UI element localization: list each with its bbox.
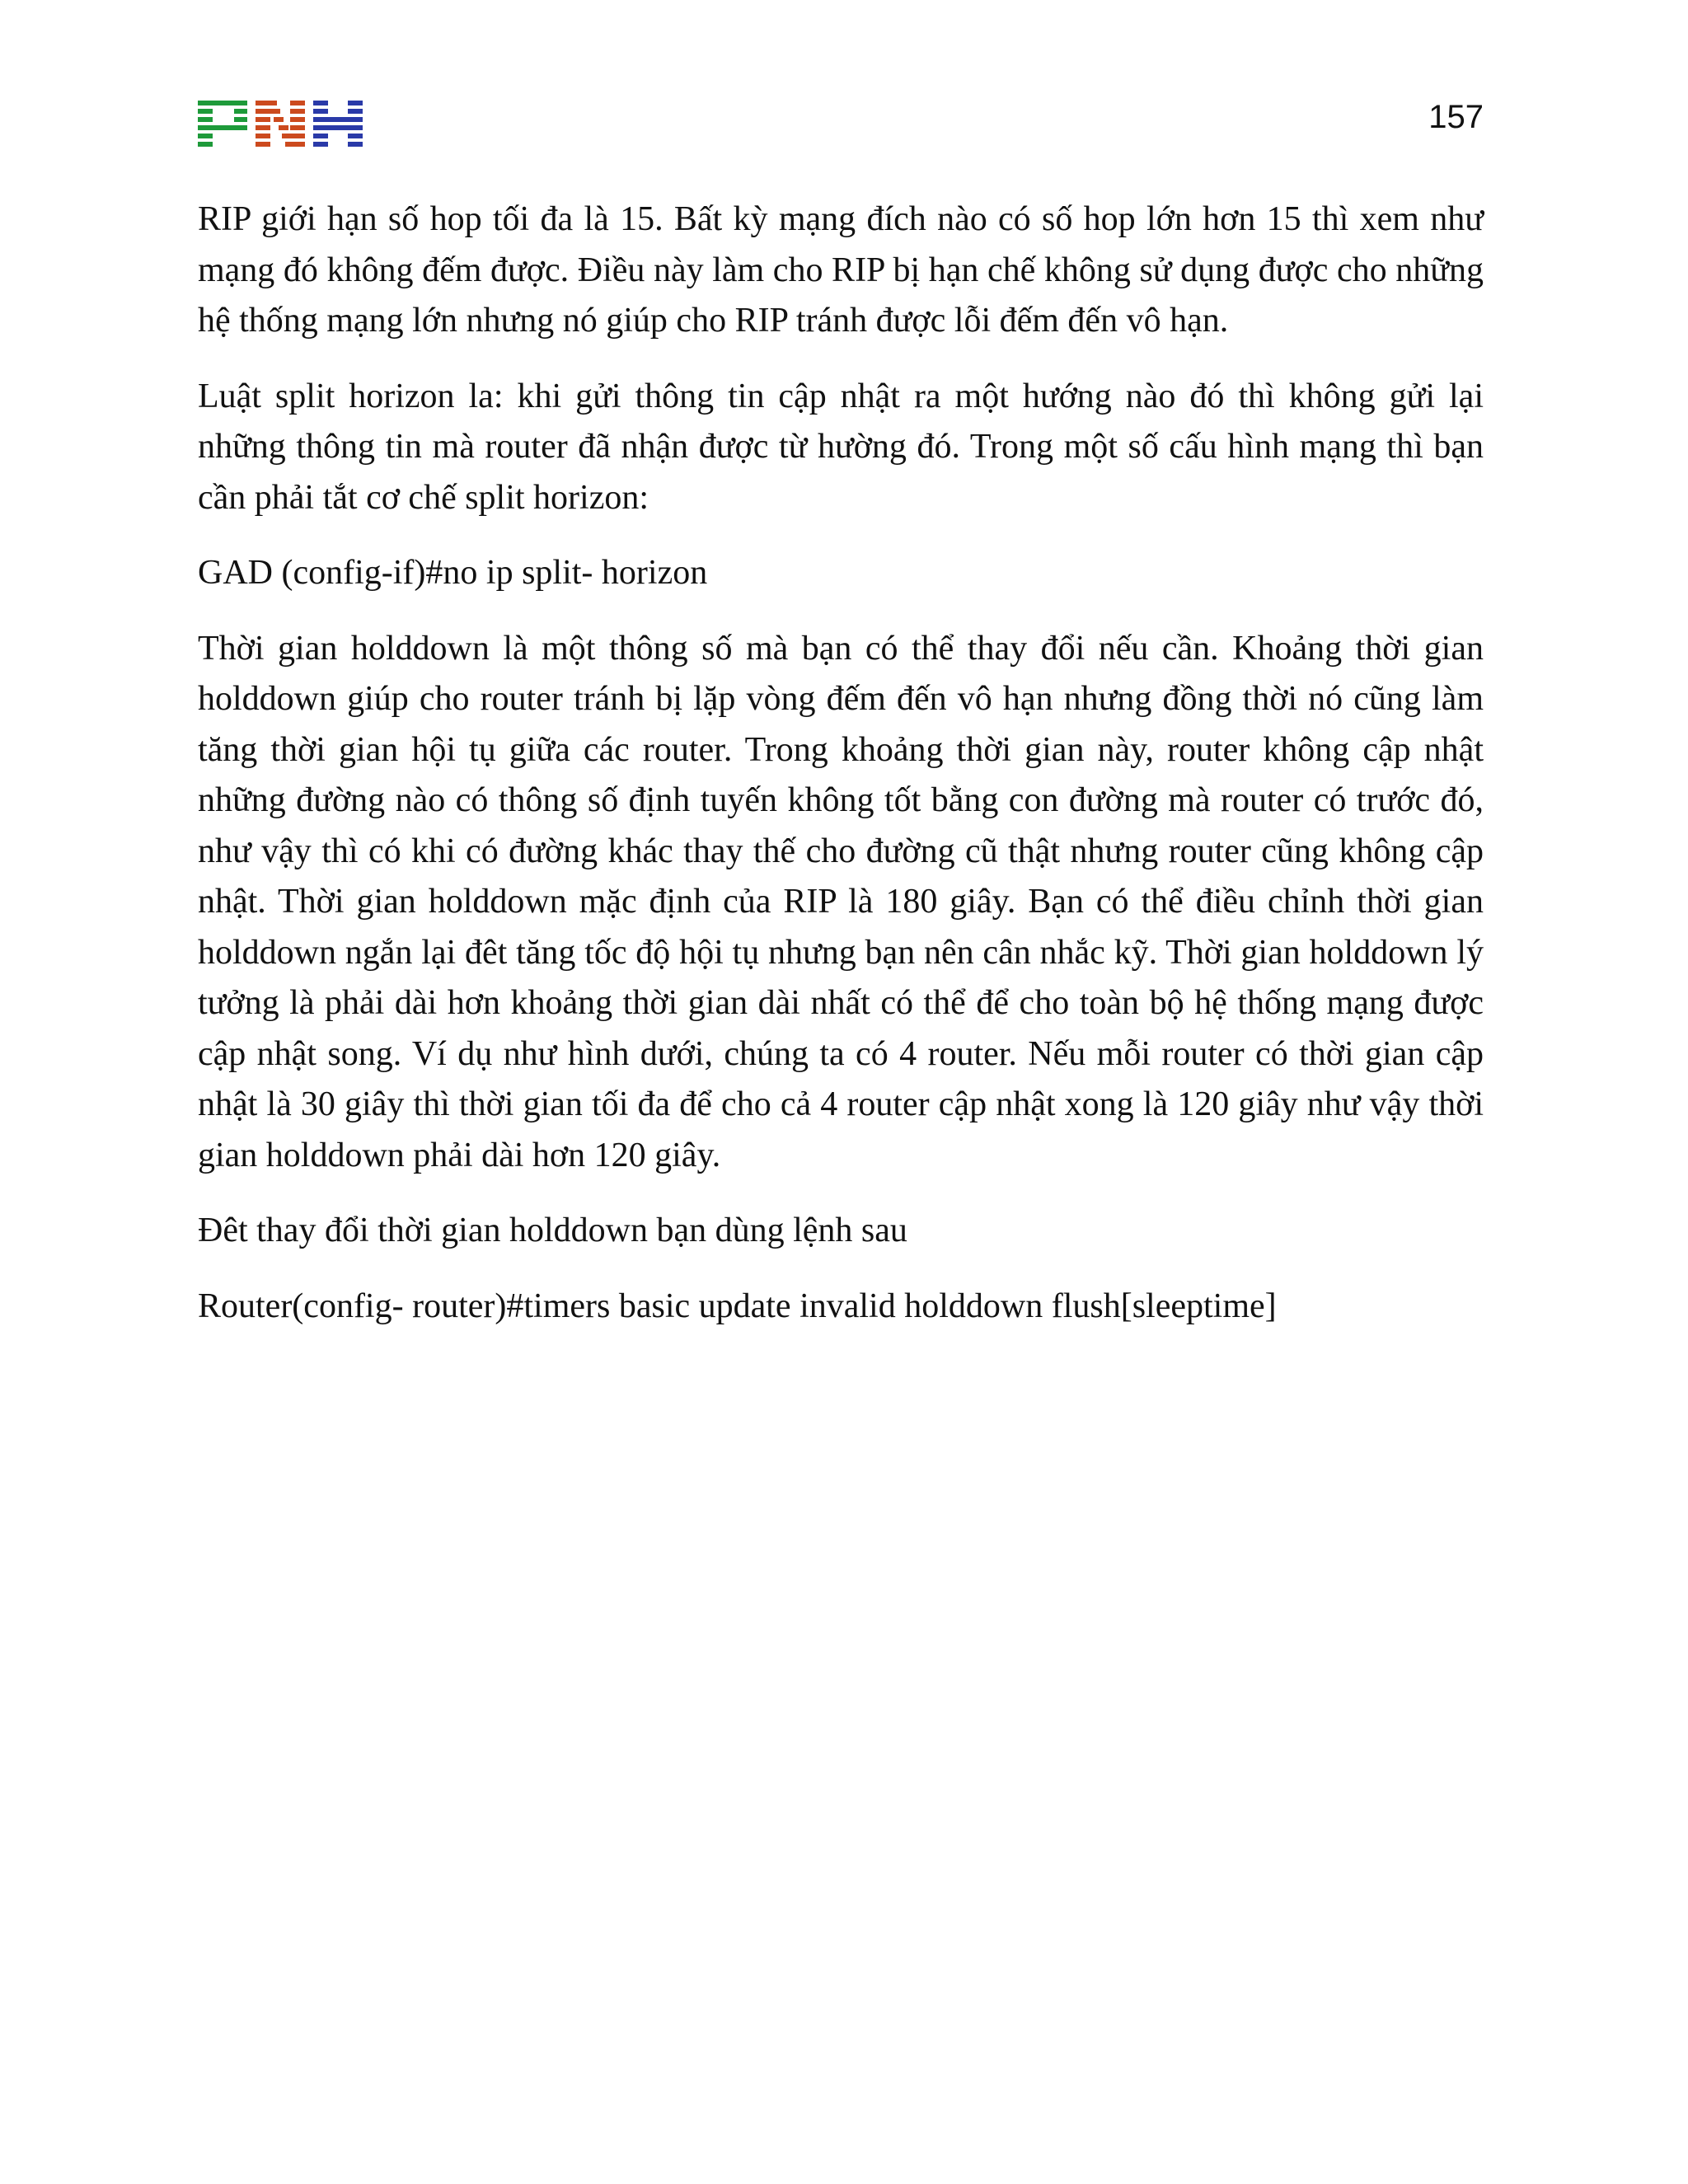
command-no-split-horizon: GAD (config-if)#no ip split- horizon: [198, 554, 708, 592]
paragraph-rip-hop-limit: RIP giới hạn số hop tối đa là 15. Bất kỳ mạng đích nào có số hop lớn hơn 15 thì xem như mạng đó không đếm được. Điều này làm cho RIP bị hạn chế không sử dụng được cho những hệ thống mạng lớn nhưng nó giúp cho RIP tránh được lỗi đếm đến vô hạn.: [198, 200, 1484, 340]
body-text: [198, 194, 1484, 1357]
pnh-logo: [198, 101, 363, 147]
page-number: 157: [1428, 99, 1484, 135]
paragraph-holddown: Thời gian holddown là một thông số mà bạn có thể thay đổi nếu cần. Khoảng thời gian holddown giúp cho router tránh bị lặp vòng đếm đến vô hạn nhưng đồng thời nó cũng làm tăng thời gian hội tụ giữa các router. Trong khoảng thời gian này, router không cập nhật những đường nào có thông số định tuyến không tốt bằng con đường mà router có trước đó, như vậy thì có khi có đường khác thay thế cho đường cũ thật nhưng router cũng không cập nhật. Thời gian holddown mặc định của RIP là 180 giây. Bạn có thể điều chỉnh thời gian holddown ngắn lại đêt tăng tốc độ hội tụ nhưng bạn nên cân nhắc kỹ. Thời gian holddown lý tưởng là phải dài hơn khoảng thời gian dài nhất có thể để cho toàn bộ hệ thống mạng được cập nhật song. Ví dụ như hình dưới, chúng ta có 4 router. Nếu mỗi router có thời gian cập nhật là 30 giây thì thời gian tối đa để cho cả 4 router cập nhật xong là 120 giây như vậy thời gian holddown phải dài hơn 120 giây.: [198, 629, 1484, 1174]
paragraph-split-horizon: Luật split horizon la: khi gửi thông tin cập nhật ra một hướng nào đó thì không gửi lại những thông tin mà router đã nhận được từ hường đó. Trong một số cấu hình mạng thì bạn cần phải tắt cơ chế split horizon:: [198, 377, 1484, 517]
page-header: [198, 97, 1484, 155]
command-timers-basic: Router(config- router)#timers basic update invalid holddown flush[sleeptime]: [198, 1286, 1277, 1325]
paragraph-change-holddown: Đêt thay đổi thời gian holddown bạn dùng lệnh sau: [198, 1212, 907, 1249]
